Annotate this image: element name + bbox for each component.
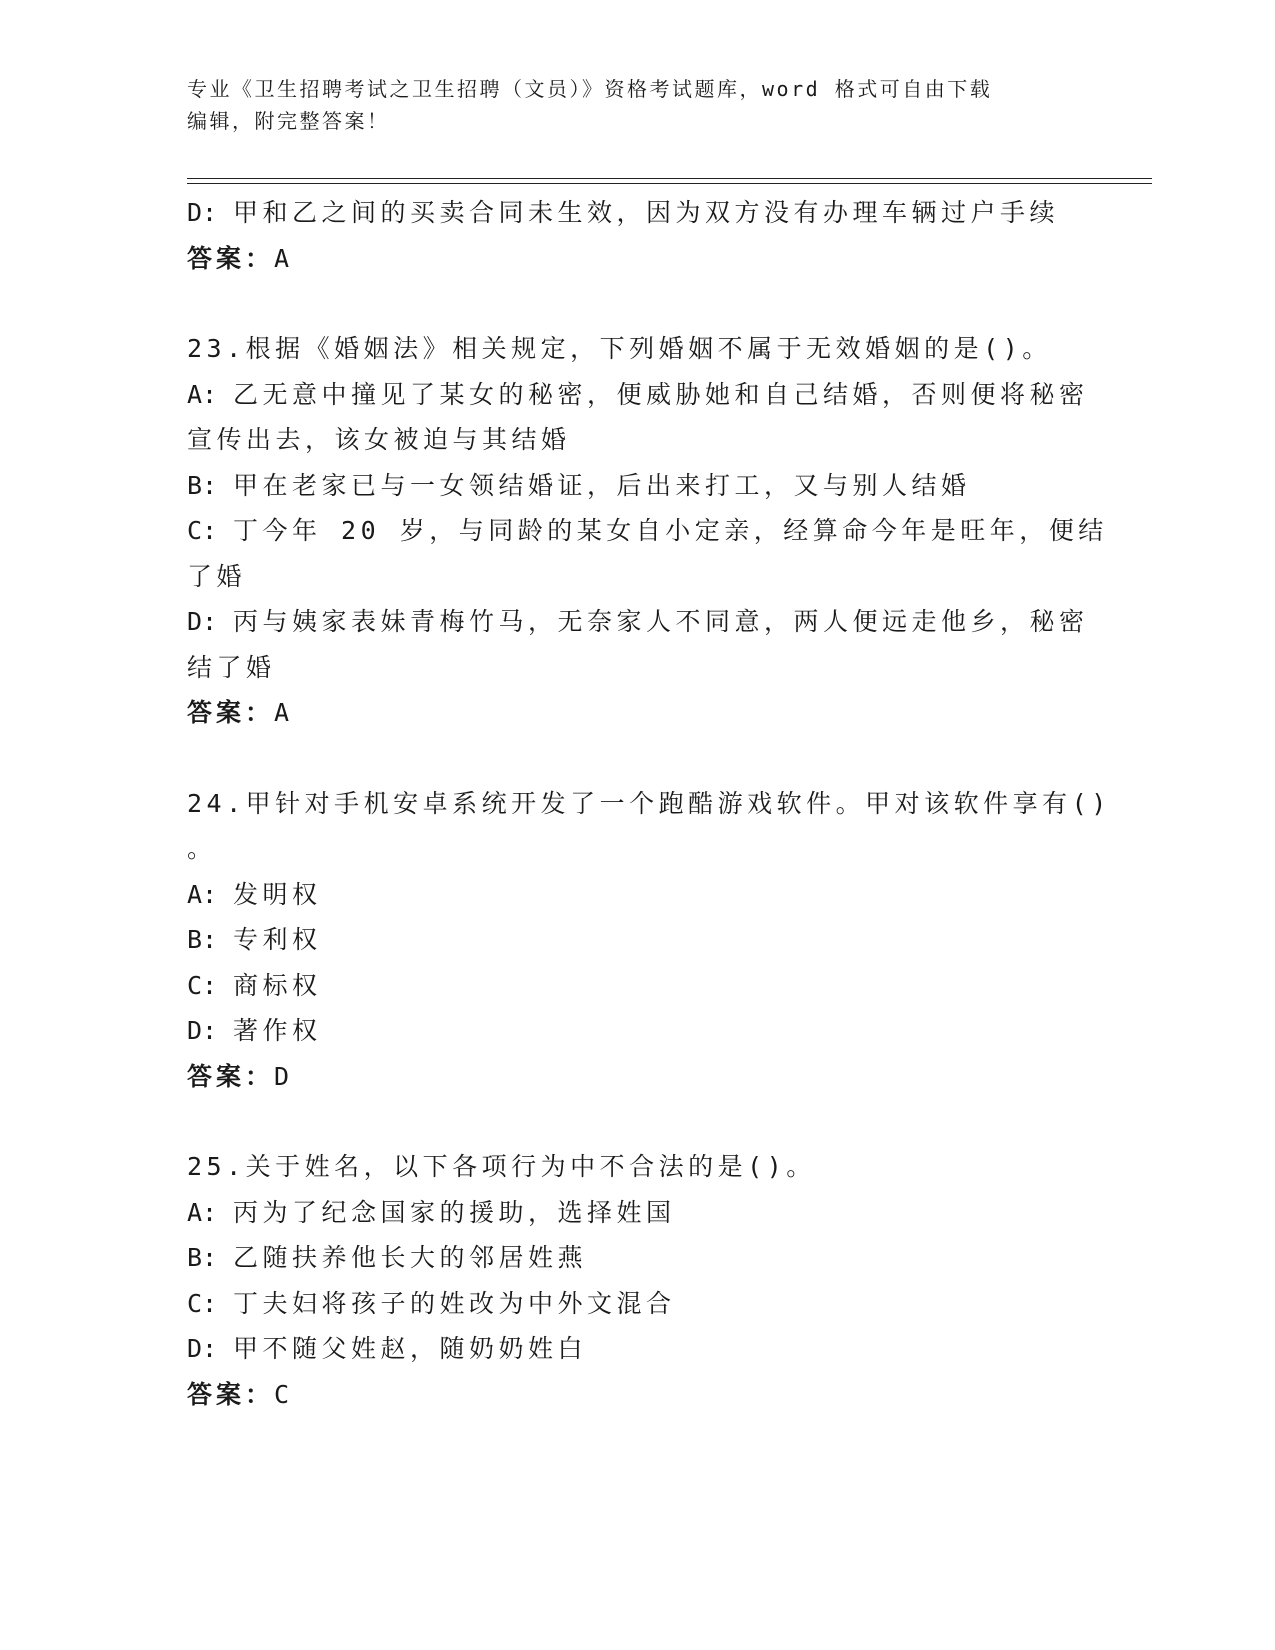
option-text: 丁夫妇将孩子的姓改为中外文混合: [233, 1288, 676, 1318]
option-c: [187, 508, 1108, 554]
option-c: [187, 963, 1087, 1009]
question-25: [187, 1144, 1087, 1417]
question-24: [187, 781, 1111, 1100]
option-prefix: B:: [187, 925, 218, 954]
question-stem: 24.甲针对手机安卓系统开发了一个跑酷游戏软件。甲对该软件享有(): [187, 788, 1111, 818]
option-text: 乙随扶养他长大的邻居姓燕: [233, 1243, 588, 1272]
option-text: 丙为了纪念国家的援助，选择姓国: [233, 1197, 676, 1227]
option-b: [187, 917, 1087, 963]
option-prefix: A:: [187, 379, 218, 409]
question-list: [187, 190, 1111, 1417]
option-b: [187, 1235, 1087, 1281]
option-text: 发明权: [233, 879, 322, 909]
option-d: [187, 190, 1087, 236]
option-a: [187, 372, 1087, 418]
option-prefix: C:: [187, 1288, 218, 1318]
answer-line: [187, 690, 1087, 736]
header-rule-bottom: [187, 183, 1152, 184]
answer-label: 答案：: [187, 243, 275, 273]
option-text: 商标权: [233, 970, 322, 1000]
option-text: 专利权: [233, 925, 322, 954]
header-rule-top: [187, 178, 1152, 179]
option-prefix: D:: [187, 1334, 218, 1363]
option-text: 甲和乙之间的买卖合同未生效，因为双方没有办理车辆过户手续: [233, 198, 1060, 227]
question-stem: 25.关于姓名，以下各项行为中不合法的是()。: [187, 1152, 816, 1181]
answer-value: A: [274, 698, 291, 727]
option-prefix: A:: [187, 879, 218, 909]
answer-line: [187, 1372, 1087, 1418]
option-prefix: D:: [187, 1016, 218, 1045]
header-line-1: 专业《卫生招聘考试之卫生招聘（文员）》资格考试题库，word 格式可自由下载: [187, 77, 993, 101]
option-text: 甲不随父姓赵，随奶奶姓白: [233, 1334, 588, 1363]
answer-line: [187, 1054, 1087, 1100]
option-a: [187, 1190, 1087, 1236]
option-text: 乙无意中撞见了某女的秘密，便威胁她和自己结婚，否则便将秘密: [233, 379, 1089, 409]
answer-value: A: [274, 243, 291, 273]
answer-line: [187, 236, 1087, 282]
option-text: 丙与姨家表妹青梅竹马，无奈家人不同意，两人便远走他乡，秘密: [233, 607, 1089, 636]
option-b: [187, 463, 1087, 509]
answer-value: C: [274, 1379, 291, 1409]
option-prefix: C:: [187, 970, 218, 1000]
option-prefix: D:: [187, 607, 218, 636]
option-d: [187, 1008, 1087, 1054]
option-prefix: D:: [187, 198, 218, 227]
answer-label: 答案：: [187, 698, 275, 727]
option-d: [187, 599, 1087, 645]
question-23: [187, 326, 1108, 736]
option-text: 丁今年 20 岁，与同龄的某女自小定亲，经算命今年是旺年，便结: [233, 516, 1108, 545]
answer-label: 答案：: [187, 1061, 275, 1091]
question-stem: 23.根据《婚姻法》相关规定，下列婚姻不属于无效婚姻的是()。: [187, 334, 1052, 363]
answer-value: D: [274, 1061, 291, 1091]
option-prefix: A:: [187, 1197, 218, 1227]
header-text: [187, 73, 1067, 137]
option-prefix: B:: [187, 1243, 218, 1272]
option-d-continued: 结了婚: [187, 652, 276, 682]
option-c: [187, 1281, 1087, 1327]
option-text: 甲在老家已与一女领结婚证，后出来打工，又与别人结婚: [233, 470, 971, 500]
question-stem-continued: 。: [187, 834, 217, 863]
option-a: [187, 872, 1087, 918]
option-prefix: B:: [187, 470, 218, 500]
answer-label: 答案：: [187, 1379, 275, 1409]
option-prefix: C:: [187, 516, 218, 545]
option-c-continued: 了婚: [187, 561, 247, 591]
option-d: [187, 1326, 1087, 1372]
option-text: 著作权: [233, 1016, 322, 1045]
question-prev-tail: [187, 190, 1087, 281]
header-line-2: 编辑，附完整答案！: [187, 109, 390, 133]
option-a-continued: 宣传出去，该女被迫与其结婚: [187, 425, 571, 454]
